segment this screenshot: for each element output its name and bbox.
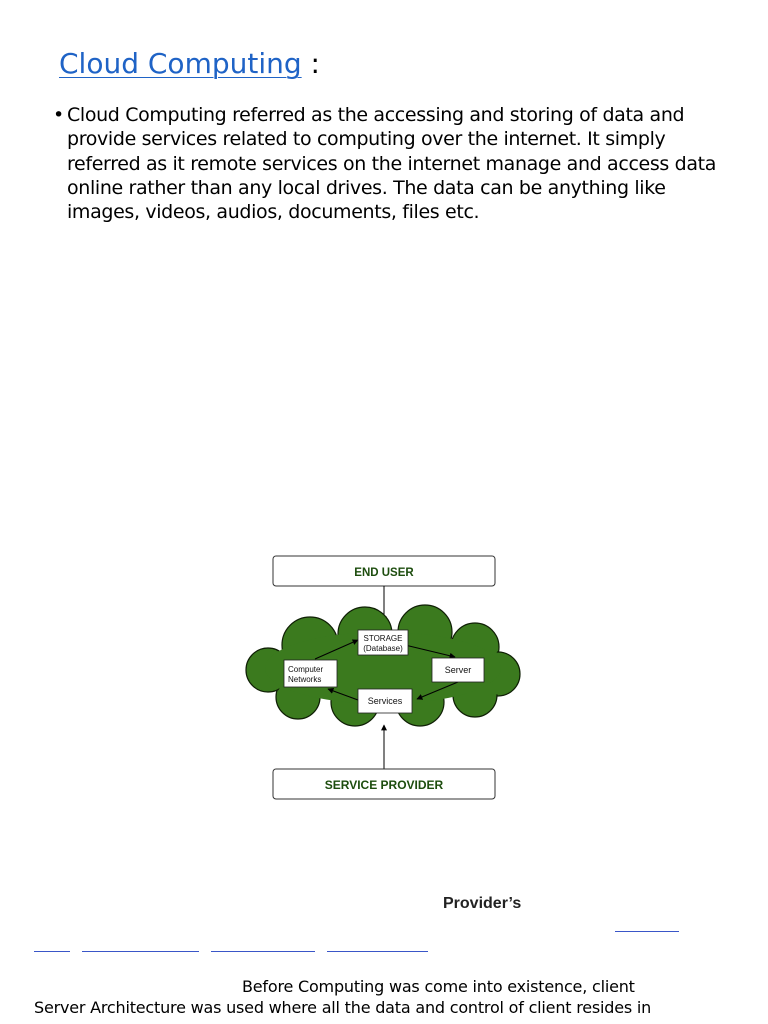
link-underline[interactable]	[211, 951, 315, 952]
link-underline[interactable]	[615, 931, 679, 932]
bullet-marker: •	[53, 104, 64, 126]
storage-box	[358, 630, 408, 655]
paragraph-line: Before Computing was come into existence, client	[242, 977, 635, 996]
services-box	[358, 689, 412, 713]
computer-networks-box	[284, 660, 337, 687]
service-provider-label: SERVICE PROVIDER	[324, 778, 444, 792]
bullet-line: Cloud Computing referred as the accessing and storing of data and	[67, 104, 685, 126]
paragraph-line: Server Architecture was used where all the data and control of client resides in	[34, 998, 652, 1017]
bullet-line: online rather than any local drives. The data can be anything like	[67, 176, 666, 199]
body-paragraph	[34, 976, 754, 1018]
link-underline[interactable]	[82, 951, 199, 952]
server-label: Server	[444, 665, 472, 675]
cloud-computing-diagram	[240, 552, 530, 807]
storage-label: STORAGE	[363, 634, 403, 643]
bullet-point	[53, 103, 733, 224]
services-label: Services	[367, 696, 403, 706]
title-suffix: :	[301, 47, 320, 80]
bullet-text	[67, 103, 733, 224]
storage-sublabel: (Database)	[363, 644, 403, 653]
page-title	[59, 44, 320, 84]
networks-label: Computer	[288, 665, 324, 674]
server-box	[432, 658, 484, 682]
providers-heading: Provider’s	[443, 895, 522, 912]
networks-sublabel: Networks	[288, 675, 322, 684]
link-underline[interactable]	[34, 951, 70, 952]
end-user-box	[273, 556, 495, 586]
link-underline[interactable]	[327, 951, 428, 952]
bullet-line: provide services related to computing over the internet. It simply	[67, 128, 666, 151]
bullet-line: images, videos, audios, documents, files etc.	[67, 201, 480, 224]
end-user-label: END USER	[354, 567, 414, 579]
service-provider-box	[273, 769, 495, 799]
cloud-computing-link[interactable]: Cloud Computing	[59, 47, 302, 80]
bullet-line: referred as it remote services on the internet manage and access data	[67, 152, 717, 175]
